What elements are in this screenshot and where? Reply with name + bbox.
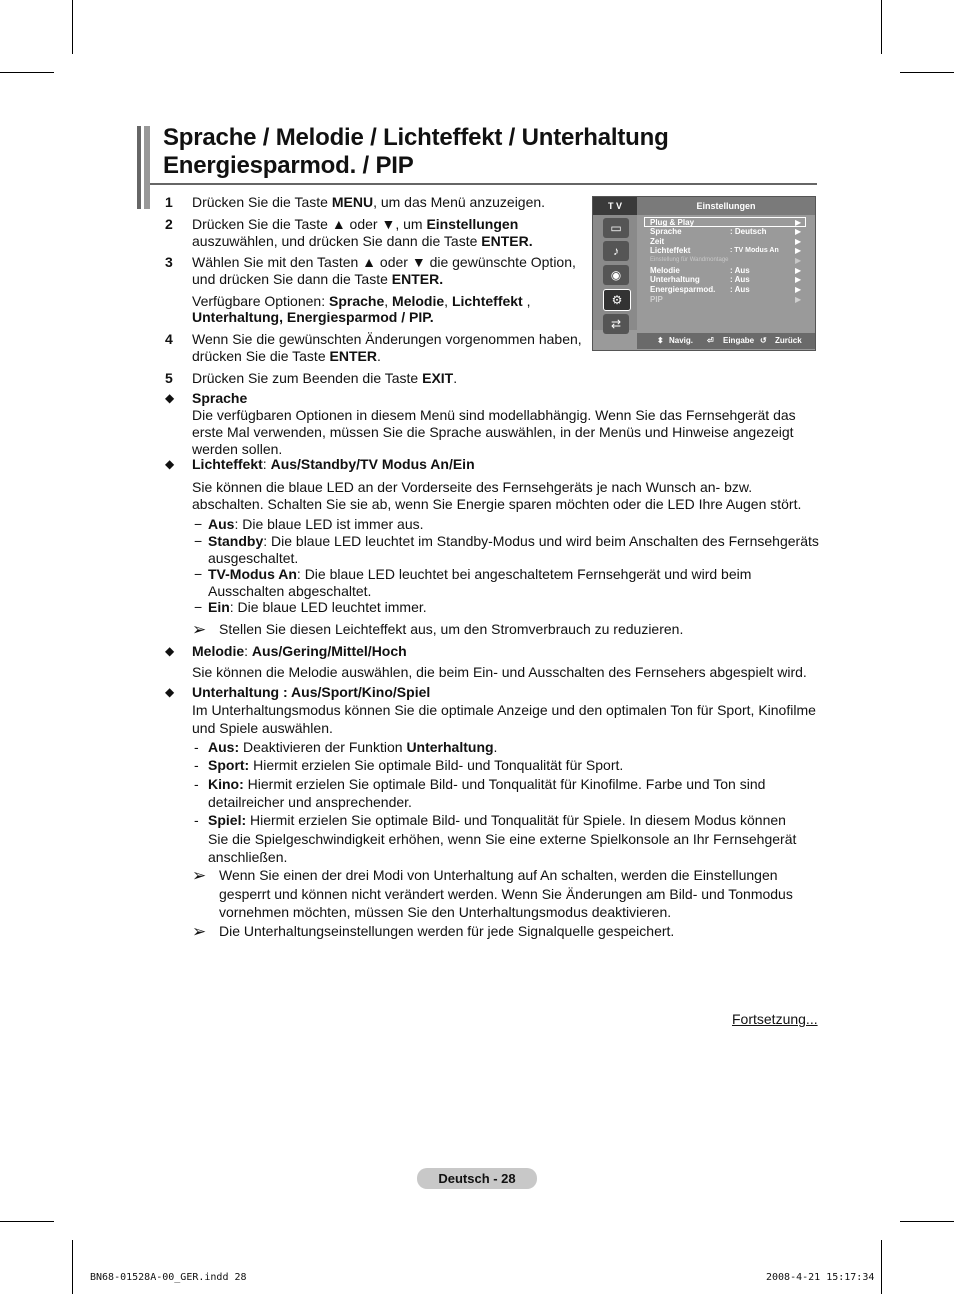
list-item: Spiel: Hiermit erzielen Sie optimale Bild- und Tonqualität für Spiele. In diesem Modus können xyxy=(208,812,786,828)
title-rule xyxy=(150,183,817,185)
note-text: Stellen Sie diesen Leichteffekt aus, um den Stromverbrauch zu reduzieren. xyxy=(219,621,684,637)
arrow-right-icon: ▶ xyxy=(795,295,802,304)
osd-menu-screenshot xyxy=(592,196,816,351)
arrow-right-icon: ▶ xyxy=(795,227,802,236)
step-text: auszuwählen, und drücken Sie dann die Taste ENTER. xyxy=(192,233,533,249)
step-text: Drücken Sie die Taste ▲ oder ▼, um Einstellungen xyxy=(192,216,519,232)
step-text: Drücken Sie die Taste MENU, um das Menü anzuzeigen. xyxy=(192,194,546,210)
arrow-right-icon: ▶ xyxy=(795,285,802,294)
step-text: Wenn Sie die gewünschten Änderungen vorgenommen haben, xyxy=(192,331,582,347)
sound-icon: ♪ xyxy=(603,241,629,261)
note-text: gesperrt und können nicht verändert werden. Wenn Sie Änderungen am Bild- und Tonmodus xyxy=(219,886,793,902)
step-text: drücken Sie die Taste ENTER. xyxy=(192,348,381,364)
note-text: vornehmen möchten, müssen Sie den Unterhaltungsmodus deaktivieren. xyxy=(219,904,672,920)
print-date-info: 2008-4-21 15:17:34 xyxy=(766,1272,875,1283)
crop-mark xyxy=(72,0,73,54)
osd-tv-label: T V xyxy=(593,197,637,215)
osd-item: Plug & Play xyxy=(650,218,695,227)
section-heading: Lichteffekt: Aus/Standby/TV Modus An/Ein xyxy=(192,456,475,472)
paragraph-line: erste Mal verwenden, müssen Sie die Sprache auswählen, in der Menüs und Hinweise angezeigt xyxy=(192,424,794,440)
settings-icon: ⚙ xyxy=(603,289,631,311)
osd-nav-label: Navig. xyxy=(669,336,694,345)
osd-item: Zeit xyxy=(650,237,665,246)
osd-value: : Deutsch xyxy=(730,227,767,236)
section-heading: Unterhaltung : Aus/Sport/Kino/Spiel xyxy=(192,684,431,700)
osd-value: : TV Modus An xyxy=(730,247,779,254)
osd-value: : Aus xyxy=(730,275,750,284)
arrow-right-icon: ▶ xyxy=(795,218,802,227)
osd-enter-label: Eingabe xyxy=(723,336,755,345)
osd-item: Unterhaltung xyxy=(650,275,700,284)
step-number: 2 xyxy=(165,216,173,232)
note-arrow-icon: ➢ xyxy=(192,620,207,639)
list-item: Aus: Die blaue LED ist immer aus. xyxy=(208,516,424,532)
arrow-right-icon: ▶ xyxy=(795,256,802,265)
osd-item: Energiesparmod. xyxy=(650,285,716,294)
osd-item: Sprache xyxy=(650,227,682,236)
paragraph-line: werden sollen. xyxy=(192,441,283,457)
page-number-badge: Deutsch - 28 xyxy=(417,1168,537,1189)
dash: - xyxy=(194,739,199,755)
list-item: Ausschalten abgeschaltet. xyxy=(208,583,372,599)
step-text: und drücken Sie dann die Taste ENTER. xyxy=(192,271,444,287)
crop-mark xyxy=(881,0,882,54)
dash: − xyxy=(194,566,203,582)
paragraph-line: Sie können die blaue LED an der Vorderseite des Fernsehgeräts je nach Wunsch an- bzw. xyxy=(192,479,753,495)
section-heading: Melodie: Aus/Gering/Mittel/Hoch xyxy=(192,643,407,659)
input-icon: ⇄ xyxy=(603,314,629,334)
arrow-right-icon: ▶ xyxy=(795,246,802,255)
step-number: 4 xyxy=(165,331,173,347)
dash: − xyxy=(194,599,203,615)
return-icon: ↺ xyxy=(760,336,767,345)
paragraph-line: Die verfügbaren Optionen in diesem Menü sind modellabhängig. Wenn Sie das Fernsehgerät das xyxy=(192,407,796,423)
osd-item: Melodie xyxy=(650,266,680,275)
list-item: Ein: Die blaue LED leuchtet immer. xyxy=(208,599,427,615)
osd-header xyxy=(593,197,815,215)
arrow-right-icon: ▶ xyxy=(795,266,802,275)
osd-item: PIP xyxy=(650,295,663,304)
diamond-bullet-icon: ◆ xyxy=(165,685,175,699)
osd-footer xyxy=(637,333,815,349)
print-file-info: BN68-01528A-00_GER.indd 28 xyxy=(90,1272,247,1283)
updown-icon: ⬍ xyxy=(657,336,664,345)
crop-mark xyxy=(900,72,954,73)
paragraph-line: Im Unterhaltungsmodus können Sie die optimale Anzeige und den optimalen Ton für Sport, Kinofilme xyxy=(192,702,816,718)
paragraph-line: abschalten. Schalten Sie sie ab, wenn Sie Energie sparen möchten oder die LED Ihre Augen stört. xyxy=(192,496,802,512)
osd-value: : Aus xyxy=(730,266,750,275)
arrow-right-icon: ▶ xyxy=(795,237,802,246)
section-heading: Sprache xyxy=(192,390,248,406)
list-item: Standby: Die blaue LED leuchtet im Standby-Modus und wird beim Anschalten des Fernsehgeräts xyxy=(208,533,819,549)
list-item: Sie die Spielgeschwindigkeit erhöhen, wenn Sie eine externe Spielkonsole an Ihr Fernsehgerät xyxy=(208,831,797,847)
step-text: Wählen Sie mit den Tasten ▲ oder ▼ die gewünschte Option, xyxy=(192,254,576,270)
diamond-bullet-icon: ◆ xyxy=(165,644,175,658)
options-text: Unterhaltung, Energiesparmod / PIP. xyxy=(192,309,434,325)
dash: - xyxy=(194,776,199,792)
paragraph-line: Sie können die Melodie auswählen, die beim Ein- und Ausschalten des Fernsehers abgespielt wird. xyxy=(192,664,807,680)
note-text: Wenn Sie einen der drei Modi von Unterhaltung auf An schalten, werden die Einstellungen xyxy=(219,867,778,883)
list-item: Kino: Hiermit erzielen Sie optimale Bild- und Tonqualität für Kinofilme. Farbe und Ton sind xyxy=(208,776,766,792)
note-arrow-icon: ➢ xyxy=(192,866,207,885)
crop-mark xyxy=(0,72,54,73)
diamond-bullet-icon: ◆ xyxy=(165,391,175,405)
note-arrow-icon: ➢ xyxy=(192,922,207,941)
paragraph-line: und Spiele auswählen. xyxy=(192,720,333,736)
continued-label: Fortsetzung... xyxy=(732,1011,818,1027)
crop-mark xyxy=(900,1221,954,1222)
osd-item: Einstellung für Wandmontage xyxy=(650,257,729,263)
title-accent xyxy=(137,126,141,209)
crop-mark xyxy=(72,1240,73,1294)
list-item: Sport: Hiermit erzielen Sie optimale Bild- und Tonqualität für Sport. xyxy=(208,757,624,773)
crop-mark xyxy=(881,1240,882,1294)
dash: − xyxy=(194,516,203,532)
osd-back-label: Zurück xyxy=(775,336,802,345)
options-text: Verfügbare Optionen: Sprache, Melodie, Lichteffekt , xyxy=(192,293,531,309)
enter-icon: ⏎ xyxy=(707,336,714,345)
osd-item: Lichteffekt xyxy=(650,246,691,255)
arrow-right-icon: ▶ xyxy=(795,275,802,284)
channel-icon: ◉ xyxy=(603,265,629,285)
step-number: 1 xyxy=(165,194,173,210)
diamond-bullet-icon: ◆ xyxy=(165,457,175,471)
list-item: anschließen. xyxy=(208,849,288,865)
list-item: detailreicher und ansprechender. xyxy=(208,794,412,810)
picture-icon: ▭ xyxy=(603,218,629,238)
page-title: Sprache / Melodie / Lichteffekt / Unterhaltung Energiesparmod. / PIP xyxy=(163,124,669,179)
osd-icon-column xyxy=(593,215,637,330)
dash: - xyxy=(194,812,199,828)
dash: − xyxy=(194,533,203,549)
title-accent xyxy=(144,126,150,209)
list-item: ausgeschaltet. xyxy=(208,550,299,566)
step-text: Drücken Sie zum Beenden die Taste EXIT. xyxy=(192,370,458,386)
step-number: 5 xyxy=(165,370,173,386)
osd-value: : Aus xyxy=(730,285,750,294)
list-item: TV-Modus An: Die blaue LED leuchtet bei angeschaltetem Fernsehgerät und wird beim xyxy=(208,566,752,582)
step-number: 3 xyxy=(165,254,173,270)
crop-mark xyxy=(0,1221,54,1222)
list-item: Aus: Deaktivieren der Funktion Unterhaltung. xyxy=(208,739,498,755)
osd-heading: Einstellungen xyxy=(696,201,756,211)
note-text: Die Unterhaltungseinstellungen werden für jede Signalquelle gespeichert. xyxy=(219,923,675,939)
dash: - xyxy=(194,757,199,773)
